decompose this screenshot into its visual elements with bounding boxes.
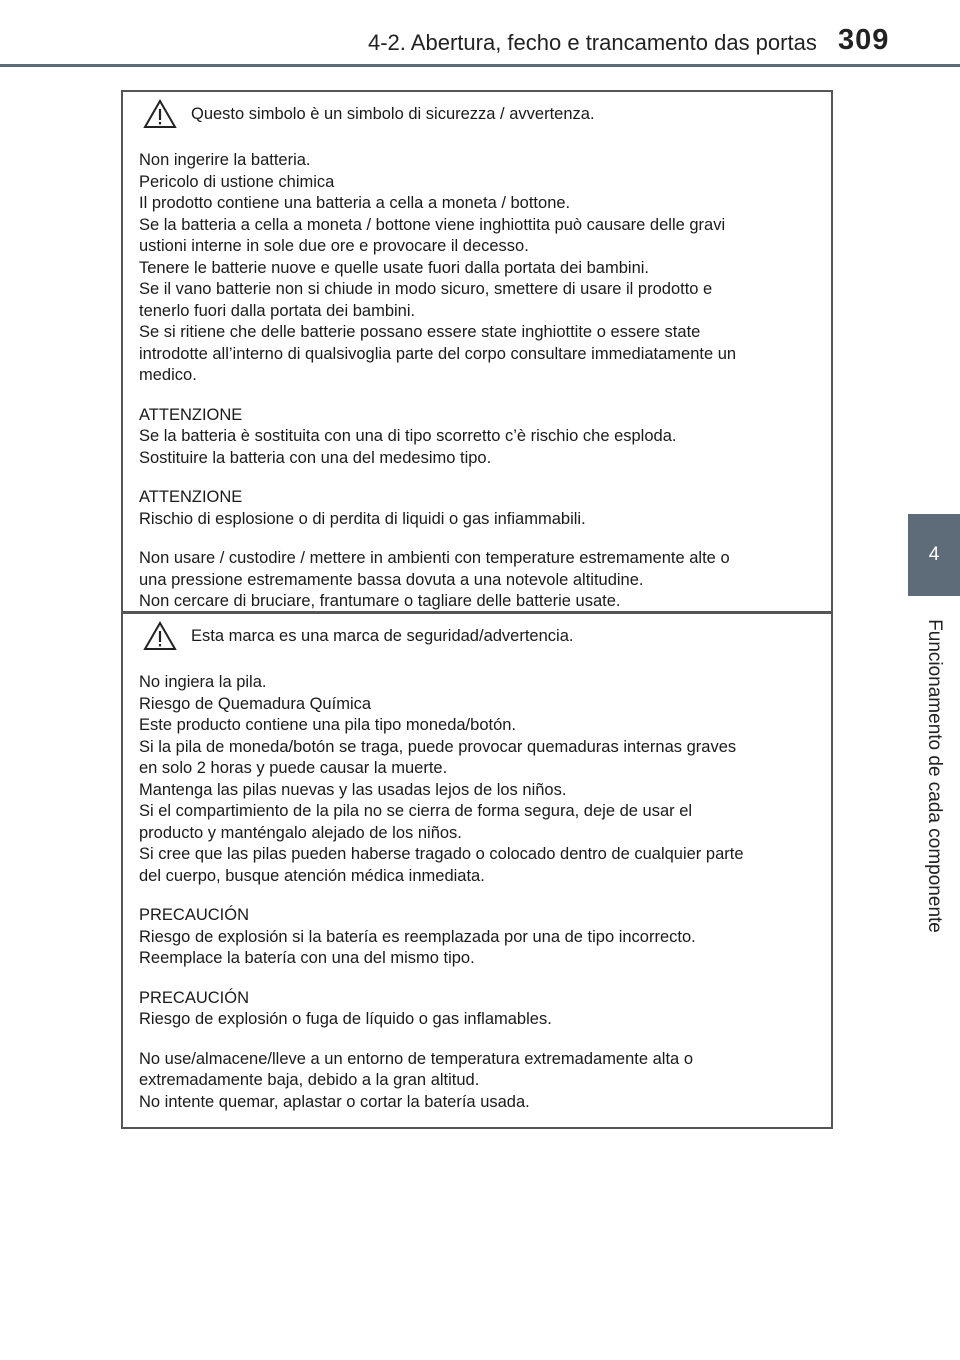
notice-line: ustioni interne in sole due ore e provocare il decesso. — [139, 237, 529, 255]
notice-paragraph — [139, 672, 817, 887]
notice-line: extremadamente baja, debido a la gran altitud. — [139, 1071, 480, 1089]
chapter-label-text: Funcionamento de cada componente — [924, 619, 945, 933]
notice-line: Riesgo de Quemadura Química — [139, 694, 372, 713]
notice-line: Si la pila de moneda/botón se traga, puede provocar quemaduras internas graves — [139, 737, 737, 756]
notice-paragraph — [139, 487, 817, 530]
notice-line: una pressione estremamente bassa dovuta a una notevole altitudine. — [139, 570, 644, 589]
notice-line: Rischio di esplosione o di perdita di liquidi o gas infiammabili. — [139, 509, 586, 528]
warning-line — [139, 100, 817, 128]
notice-section-spanish — [123, 614, 831, 1129]
page-number: 309 — [838, 24, 890, 56]
notice-line: Si el compartimiento de la pila no se cierra de forma segura, deje de usar el — [139, 802, 693, 820]
notice-line: No ingiera la pila. — [139, 673, 267, 691]
notice-line: Se il vano batterie non si chiude in modo sicuro, smettere di usare il prodotto e — [139, 280, 713, 298]
notice-section-italian — [123, 92, 831, 612]
notice-line: ATTENZIONE — [139, 405, 243, 424]
notice-line: Riesgo de explosión o fuga de líquido o gas inflamables. — [139, 1010, 552, 1028]
notice-paragraph — [139, 988, 817, 1031]
notice-paragraph — [139, 548, 817, 613]
warning-line — [139, 622, 817, 650]
notice-line: Sostituire la batteria con una del medesimo tipo. — [139, 448, 492, 467]
warning-triangle-icon — [143, 99, 177, 129]
notice-line: No intente quemar, aplastar o cortar la batería usada. — [139, 1092, 530, 1111]
chapter-number: 4 — [928, 544, 940, 565]
notice-line: PRECAUCIÓN — [139, 906, 250, 924]
notice-paragraph — [139, 150, 817, 387]
notice-line: PRECAUCIÓN — [139, 988, 250, 1007]
warning-triangle-icon — [143, 621, 177, 651]
notice-line: Se la batteria a cella a moneta / bottone viene inghiottita può causare delle gravi — [139, 215, 726, 234]
notice-line: Mantenga las pilas nuevas y las usadas lejos de los niños. — [139, 780, 567, 799]
chapter-tab — [908, 514, 960, 596]
notice-paragraph — [139, 405, 817, 470]
notice-line: No use/almacene/lleve a un entorno de temperatura extremadamente alta o — [139, 1049, 693, 1068]
notice-line: Riesgo de explosión si la batería es reemplazada por una de tipo incorrecto. — [139, 927, 696, 946]
notice-line: Tenere le batterie nuove e quelle usate fuori dalla portata dei bambini. — [139, 258, 650, 277]
notice-line: Il prodotto contiene una batteria a cella a moneta / bottone. — [139, 194, 571, 212]
notice-line: tenerlo fuori dalla portata dei bambini. — [139, 301, 416, 320]
header-rule — [0, 64, 960, 67]
notice-line: Si cree que las pilas pueden haberse tragado o colocado dentro de cualquier parte — [139, 845, 744, 863]
notice-paragraph — [139, 1049, 817, 1114]
notice-line: en solo 2 horas y puede causar la muerte. — [139, 759, 448, 777]
notice-line: Non ingerire la batteria. — [139, 151, 311, 169]
notice-line: Pericolo di ustione chimica — [139, 172, 335, 191]
notice-line: Se la batteria è sostituita con una di tipo scorretto c’è rischio che esploda. — [139, 427, 677, 445]
notice-line: medico. — [139, 366, 197, 384]
battery-safety-notice — [121, 90, 833, 1129]
notice-line: Reemplace la batería con una del mismo tipo. — [139, 949, 475, 967]
page-header-title: 4-2. Abertura, fecho e trancamento das portas — [368, 30, 817, 55]
notice-paragraph — [139, 905, 817, 970]
warning-title: Questo simbolo è un simbolo di sicurezza / avvertenza. — [191, 104, 595, 123]
notice-line: Se si ritiene che delle batterie possano essere state inghiottite o essere state — [139, 323, 701, 341]
warning-title: Esta marca es una marca de seguridad/advertencia. — [191, 626, 574, 645]
warning-paragraphs — [139, 672, 817, 1113]
notice-line: ATTENZIONE — [139, 488, 243, 506]
notice-line: del cuerpo, busque atención médica inmediata. — [139, 866, 485, 885]
notice-line: Non usare / custodire / mettere in ambienti con temperature estremamente alte o — [139, 549, 730, 567]
notice-line: Este producto contiene una pila tipo moneda/botón. — [139, 716, 517, 734]
warning-paragraphs — [139, 150, 817, 613]
notice-line: producto y manténgalo alejado de los niños. — [139, 823, 462, 842]
notice-line: introdotte all’interno di qualsivoglia parte del corpo consultare immediatamente un — [139, 344, 737, 363]
notice-line: Non cercare di bruciare, frantumare o tagliare delle batterie usate. — [139, 592, 621, 610]
